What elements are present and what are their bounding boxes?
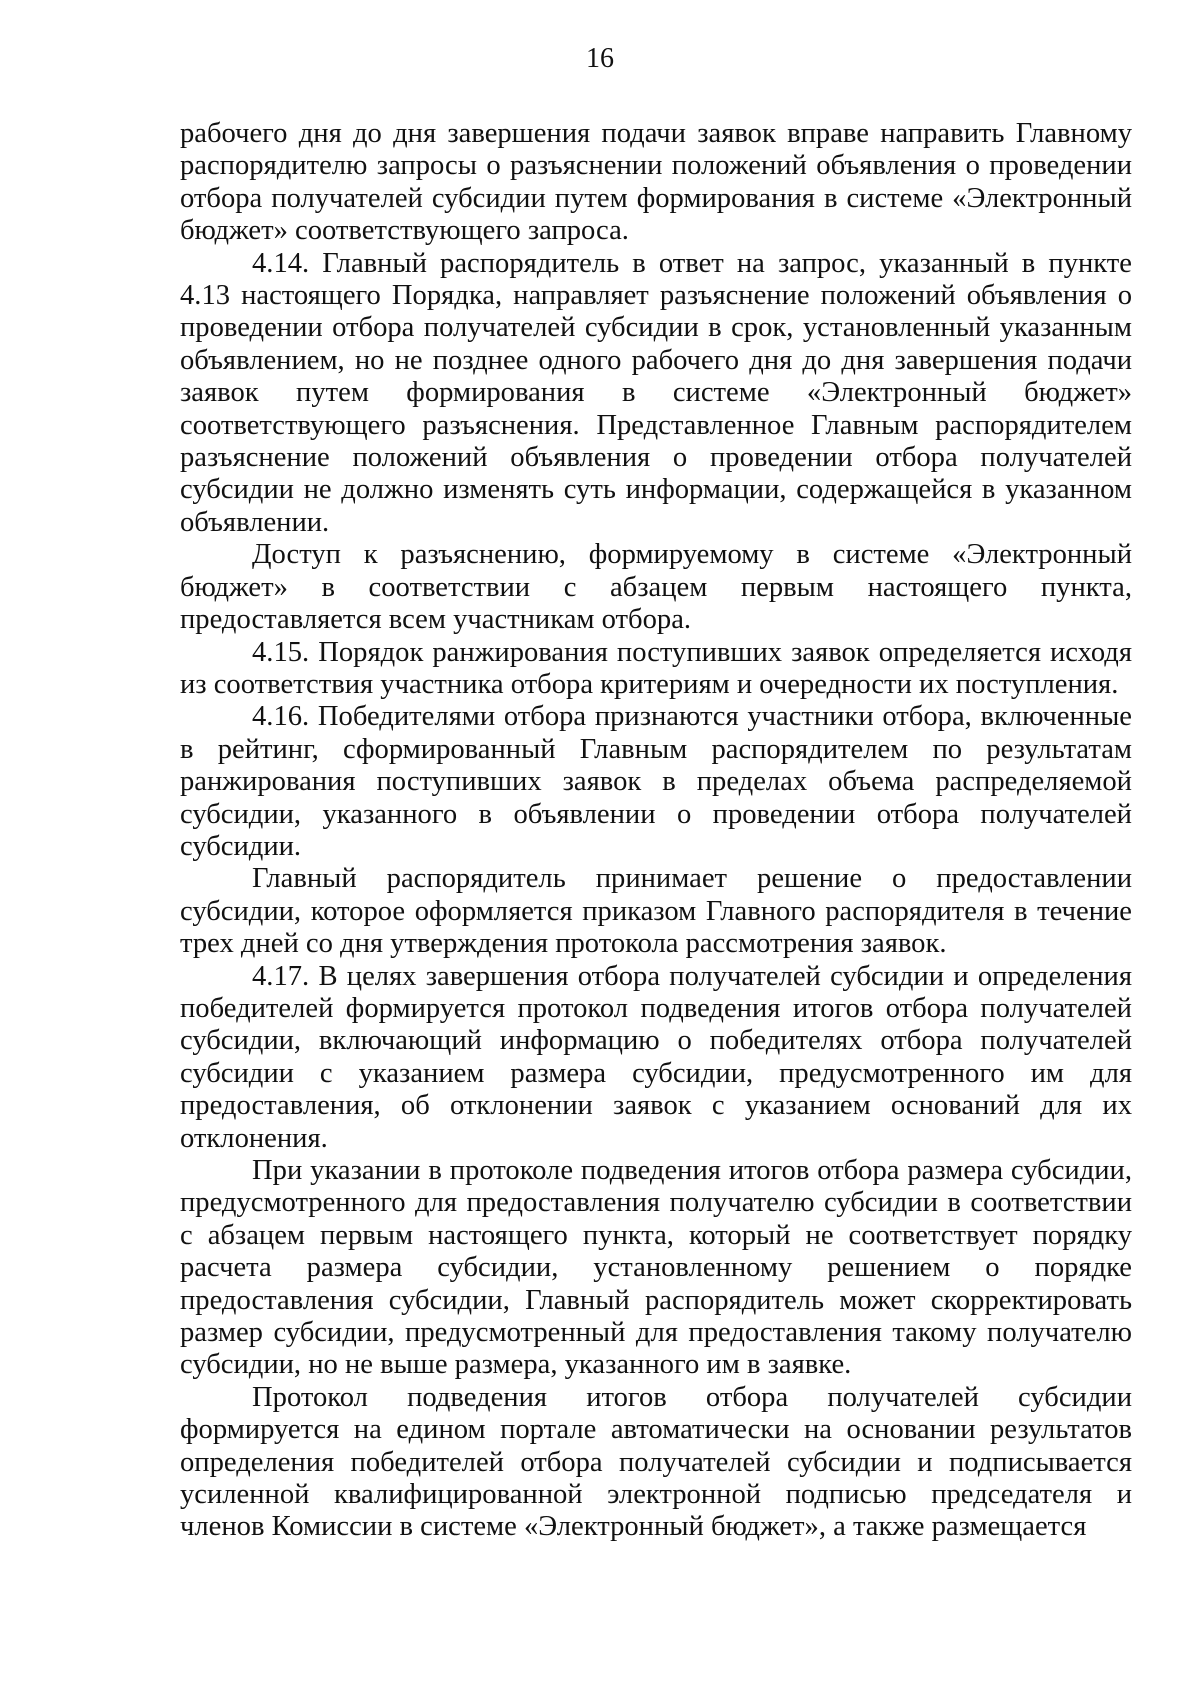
- paragraph-4-17: 4.17. В целях завершения отбора получателей субсидии и определения победителей формируется протокол подведения итогов отбора получателей субсидии, включающий информацию о победителях отбора получателей субсидии с указанием размера субсидии, предусмотренного им для предоставления, об отклонении заявок с указанием оснований для их отклонения.: [180, 960, 1132, 1154]
- paragraph-continuation: рабочего дня до дня завершения подачи заявок вправе направить Главному распорядителю запросы о разъяснении положений объявления о проведении отбора получателей субсидии путем формирования в системе «Электронный бюджет» соответствующего запроса.: [180, 118, 1132, 247]
- paragraph-4-16: 4.16. Победителями отбора признаются участники отбора, включенные в рейтинг, сформированный Главным распорядителем по результатам ранжирования поступивших заявок в пределах объема распределяемой субсидии, указанного в объявлении о проведении отбора получателей субсидии.: [180, 701, 1132, 862]
- paragraph-size-correction: При указании в протоколе подведения итогов отбора размера субсидии, предусмотренного для предоставления получателю субсидии в соответствии с абзацем первым настоящего пункта, который не соответствует порядку расчета размера субсидии, установленному решением о порядке предоставления субсидии, Главный распорядитель может скорректировать размер субсидии, предусмотренный для предоставления такому получателю субсидии, но не выше размера, указанного им в заявке.: [180, 1155, 1132, 1381]
- paragraph-decision: Главный распорядитель принимает решение о предоставлении субсидии, которое оформляется приказом Главного распорядителя в течение трех дней со дня утверждения протокола рассмотрения заявок.: [180, 863, 1132, 960]
- paragraph-4-15: 4.15. Порядок ранжирования поступивших заявок определяется исходя из соответствия участника отбора критериям и очередности их поступления.: [180, 636, 1132, 700]
- paragraph-4-14: 4.14. Главный распорядитель в ответ на запрос, указанный в пункте 4.13 настоящего Порядка, направляет разъяснение положений объявления о проведении отбора получателей субсидии в срок, установленный указанным объявлением, но не позднее одного рабочего дня до дня завершения подачи заявок путем формирования в системе «Электронный бюджет» соответствующего разъяснения. Представленное Главным распорядителем разъяснение положений объявления о проведении отбора получателей субсидии не должно изменять суть информации, содержащейся в указанном объявлении.: [180, 247, 1132, 538]
- paragraph-access-clarification: Доступ к разъяснению, формируемому в системе «Электронный бюджет» в соответствии с абзацем первым настоящего пункта, предоставляется всем участникам отбора.: [180, 539, 1132, 636]
- document-body: [180, 118, 1132, 1544]
- page-number: 16: [586, 43, 614, 74]
- paragraph-protocol: Протокол подведения итогов отбора получателей субсидии формируется на едином портале автоматически на основании результатов определения победителей отбора получателей субсидии и подписывается усиленной квалифицированной электронной подписью председателя и членов Комиссии в системе «Электронный бюджет», а также размещается: [180, 1381, 1132, 1543]
